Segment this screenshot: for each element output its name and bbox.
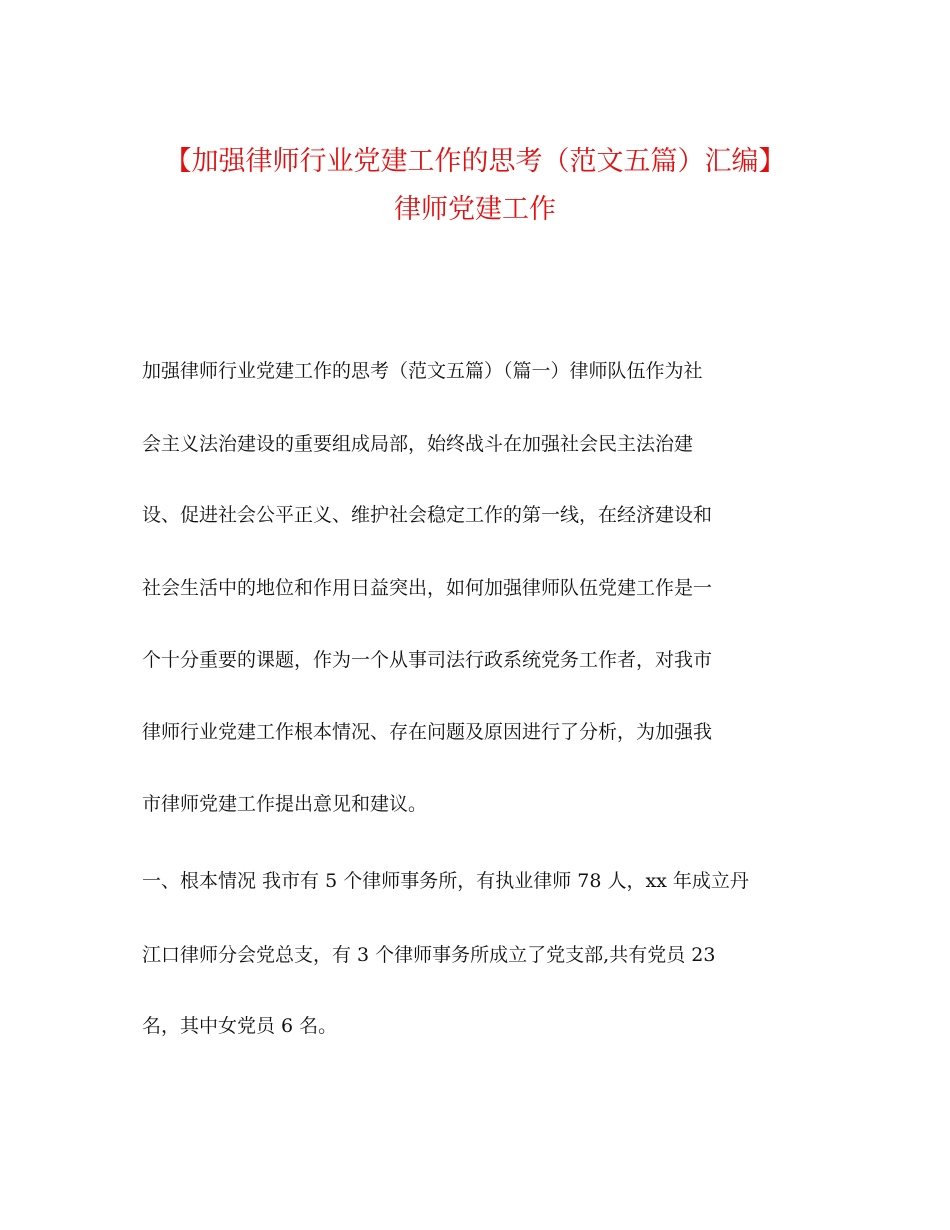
body-line: 市律师党建工作提出意见和建议。 xyxy=(142,793,428,815)
body-line: 社会生活中的地位和作用日益突出，如何加强律师队伍党建工作是一 xyxy=(142,577,713,599)
body-line: 名，其中女党员 6 名。 xyxy=(142,1015,338,1037)
body-line: 会主义法治建设的重要组成局部，始终战斗在加强社会民主法治建 xyxy=(142,433,694,455)
body-line: 江口律师分会党总支，有 3 个律师事务所成立了党支部,共有党员 23 xyxy=(142,944,716,966)
body-line: 加强律师行业党建工作的思考（范文五篇）（篇一）律师队伍作为社 xyxy=(142,360,703,382)
body-line: 设、促进社会公平正义、维护社会稳定工作的第一线，在经济建设和 xyxy=(142,504,713,526)
document-title xyxy=(0,138,950,234)
body-line: 个十分重要的课题，作为一个从事司法行政系统党务工作者，对我市 xyxy=(142,649,713,671)
body-line: 律师行业党建工作根本情况、存在问题及原因进行了分析，为加强我 xyxy=(142,721,713,743)
title-line-2: 律师党建工作 xyxy=(394,194,556,225)
body-line: 一、根本情况 我市有 5 个律师事务所，有执业律师 78 人，xx 年成立丹 xyxy=(142,870,749,892)
title-line-1: 【加强律师行业党建工作的思考（范文五篇）汇编】 xyxy=(164,146,786,177)
